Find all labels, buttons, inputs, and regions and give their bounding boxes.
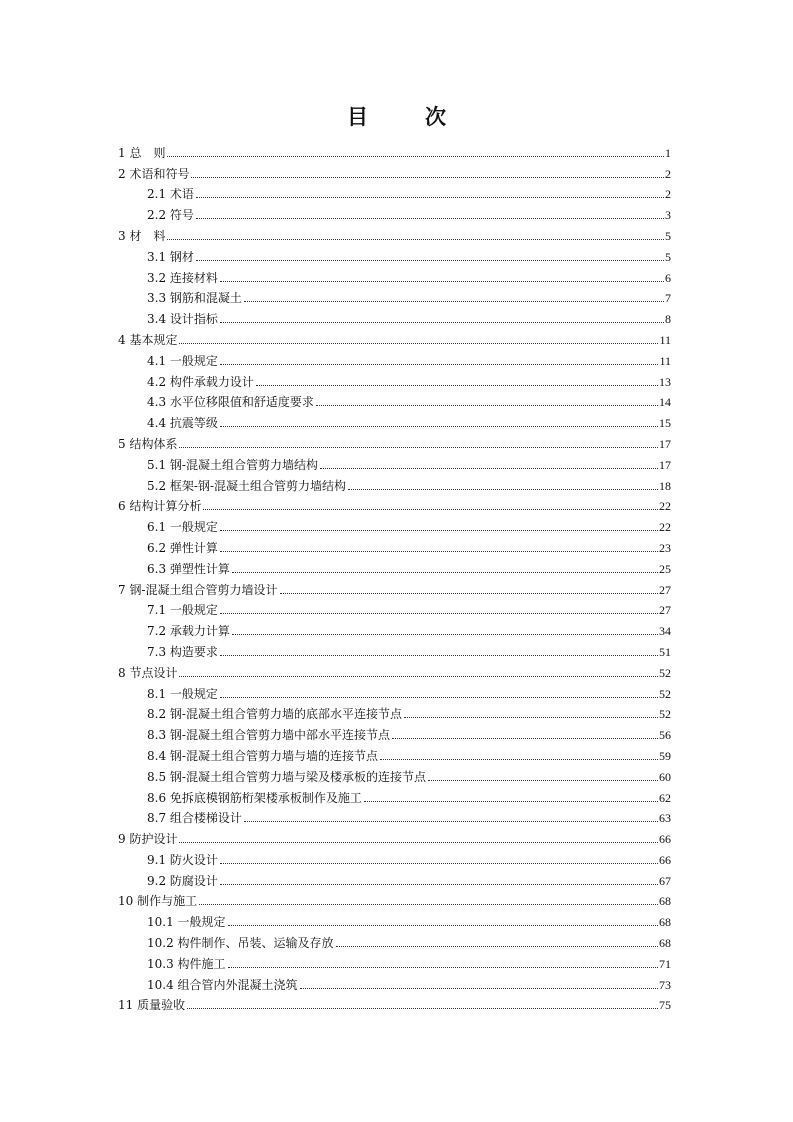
toc-entry-label: 2 术语和符号	[118, 166, 190, 181]
toc-section-entry	[118, 347, 671, 368]
toc-entry-label: 4.3 水平位移限值和舒适度要求	[147, 395, 314, 410]
toc-section-entry	[118, 305, 671, 326]
toc-entry-label: 9.1 防火设计	[147, 852, 218, 867]
toc-dot-leader	[167, 239, 664, 240]
toc-dot-leader	[191, 177, 664, 178]
toc-section-entry	[118, 472, 671, 493]
toc-page-number: 5	[665, 249, 671, 264]
toc-entry-label: 7 钢-混凝土组合管剪力墙设计	[118, 582, 278, 597]
toc-section-entry	[118, 784, 671, 805]
toc-page-number: 63	[659, 811, 671, 826]
toc-entry-label: 10.4 组合管内外混凝土浇筑	[147, 977, 298, 992]
toc-page-number: 27	[659, 603, 671, 618]
toc-dot-leader	[336, 946, 658, 947]
toc-chapter-entry	[118, 326, 671, 347]
toc-dot-leader	[220, 426, 658, 427]
toc-entry-label: 10 制作与施工	[118, 894, 198, 909]
toc-page-number: 2	[665, 166, 671, 181]
toc-page-number: 75	[659, 998, 671, 1013]
toc-dot-leader	[220, 884, 658, 885]
toc-page-number: 62	[659, 790, 671, 805]
toc-entry-label: 7.2 承载力计算	[147, 624, 230, 639]
toc-entry-label: 4.1 一般规定	[147, 353, 218, 368]
toc-page-number: 66	[659, 832, 671, 847]
toc-entry-label: 8.7 组合楼梯设计	[147, 811, 242, 826]
toc-section-entry	[118, 264, 671, 285]
toc-section-entry	[118, 181, 671, 202]
toc-entry-label: 5.2 框架-钢-混凝土组合管剪力墙结构	[147, 478, 347, 493]
toc-section-entry	[118, 846, 671, 867]
toc-entry-label: 2.2 符号	[147, 208, 194, 223]
toc-entry-label: 1 总 则	[118, 145, 166, 160]
toc-entry-label: 3.1 钢材	[147, 249, 194, 264]
toc-dot-leader	[220, 613, 658, 614]
toc-dot-leader	[316, 405, 658, 406]
toc-page-number: 60	[659, 769, 671, 784]
toc-dot-leader	[300, 988, 658, 989]
toc-section-entry	[118, 534, 671, 555]
toc-chapter-entry	[118, 576, 671, 597]
toc-dot-leader	[244, 301, 664, 302]
toc-page-number: 5	[665, 228, 671, 243]
toc-entry-label: 8.3 钢-混凝土组合管剪力墙中部水平连接节点	[147, 728, 390, 743]
toc-entry-label: 9 防护设计	[118, 832, 178, 847]
toc-dot-leader	[220, 281, 664, 282]
toc-page-number: 66	[659, 852, 671, 867]
toc-page-number: 11	[659, 353, 671, 368]
toc-section-entry	[118, 805, 671, 826]
toc-page-number: 1	[665, 145, 671, 160]
toc-dot-leader	[244, 821, 658, 822]
toc-section-entry	[118, 597, 671, 618]
toc-entry-label: 6.1 一般规定	[147, 520, 218, 535]
toc-dot-leader	[232, 572, 658, 573]
toc-section-entry	[118, 638, 671, 659]
toc-entry-label: 8.4 钢-混凝土组合管剪力墙与墙的连接节点	[147, 748, 378, 763]
toc-dot-leader	[320, 468, 658, 469]
toc-dot-leader	[167, 156, 664, 157]
toc-entry-label: 5.1 钢-混凝土组合管剪力墙结构	[147, 457, 318, 472]
toc-dot-leader	[179, 447, 658, 448]
toc-page-number: 14	[659, 395, 671, 410]
toc-page-number: 23	[659, 540, 671, 555]
toc-entry-label: 6.3 弹塑性计算	[147, 561, 230, 576]
toc-entry-label: 6 结构计算分析	[118, 499, 202, 514]
toc-entry-label: 10.2 构件制作、吊装、运输及存放	[147, 936, 334, 951]
toc-section-entry	[118, 908, 671, 929]
toc-page-number: 56	[659, 728, 671, 743]
toc-entry-label: 10.1 一般规定	[147, 915, 226, 930]
toc-dot-leader	[380, 759, 658, 760]
toc-dot-leader	[199, 904, 658, 905]
toc-page-number: 22	[659, 520, 671, 535]
toc-chapter-entry	[118, 493, 671, 514]
toc-page-number: 25	[659, 561, 671, 576]
toc-page-number: 68	[659, 894, 671, 909]
toc-dot-leader	[220, 655, 658, 656]
toc-dot-leader	[392, 738, 658, 739]
toc-page-number: 52	[659, 686, 671, 701]
toc-entry-label: 3.2 连接材料	[147, 270, 218, 285]
toc-section-entry	[118, 368, 671, 389]
toc-chapter-entry	[118, 160, 671, 181]
toc-page-number: 59	[659, 748, 671, 763]
toc-entry-label: 6.2 弹性计算	[147, 540, 218, 555]
toc-page-number: 34	[659, 624, 671, 639]
toc-page-number: 8	[665, 312, 671, 327]
toc-section-entry	[118, 721, 671, 742]
toc-dot-leader	[203, 509, 658, 510]
toc-dot-leader	[179, 343, 658, 344]
toc-section-entry	[118, 555, 671, 576]
toc-page-number: 68	[659, 915, 671, 930]
toc-section-entry	[118, 701, 671, 722]
page-title: 目 次	[347, 105, 464, 129]
toc-dot-leader	[404, 717, 658, 718]
toc-dot-leader	[228, 967, 658, 968]
toc-section-entry	[118, 285, 671, 306]
toc-entry-label: 7.3 构造要求	[147, 644, 218, 659]
toc-page-number: 2	[665, 187, 671, 202]
toc-page-number: 22	[659, 499, 671, 514]
toc-dot-leader	[256, 385, 658, 386]
toc-chapter-entry	[118, 430, 671, 451]
toc-page-number: 27	[659, 582, 671, 597]
toc-dot-leader	[187, 1008, 658, 1009]
toc-section-entry	[118, 929, 671, 950]
toc-entry-label: 11 质量验收	[118, 998, 186, 1013]
toc-dot-leader	[220, 322, 664, 323]
toc-dot-leader	[220, 364, 659, 365]
toc-dot-leader	[228, 925, 658, 926]
toc-entry-label: 4.4 抗震等级	[147, 416, 218, 431]
toc-section-entry	[118, 680, 671, 701]
toc-entry-label: 3 材 料	[118, 228, 166, 243]
toc-entry-label: 3.4 设计指标	[147, 312, 218, 327]
toc-dot-leader	[232, 634, 658, 635]
toc-entry-label: 10.3 构件施工	[147, 956, 226, 971]
toc-section-entry	[118, 451, 671, 472]
toc-section-entry	[118, 409, 671, 430]
toc-entry-label: 8 节点设计	[118, 665, 178, 680]
toc-entry-label: 7.1 一般规定	[147, 603, 218, 618]
toc-page-number: 11	[659, 332, 671, 347]
toc-dot-leader	[220, 530, 658, 531]
toc-section-entry	[118, 867, 671, 888]
toc-entry-label: 8.6 免拆底模钢筋桁架楼承板制作及施工	[147, 790, 362, 805]
toc-page-number: 71	[659, 956, 671, 971]
toc-page-number: 3	[665, 208, 671, 223]
toc-page-number: 17	[659, 436, 671, 451]
toc-page-number: 73	[659, 977, 671, 992]
toc-page-number: 13	[659, 374, 671, 389]
toc-entry-label: 5 结构体系	[118, 436, 178, 451]
toc-entry-label: 8.5 钢-混凝土组合管剪力墙与梁及楼承板的连接节点	[147, 769, 426, 784]
toc-page-number: 17	[659, 457, 671, 472]
toc-dot-leader	[280, 593, 658, 594]
toc-section-entry	[118, 617, 671, 638]
toc-dot-leader	[196, 260, 664, 261]
toc-section-entry	[118, 201, 671, 222]
toc-page-number: 68	[659, 936, 671, 951]
toc-dot-leader	[220, 697, 658, 698]
toc-dot-leader	[196, 197, 664, 198]
toc-section-entry	[118, 742, 671, 763]
toc-section-entry	[118, 950, 671, 971]
toc-page-number: 67	[659, 873, 671, 888]
toc-chapter-entry	[118, 139, 671, 160]
toc-dot-leader	[364, 801, 658, 802]
toc-page-number: 7	[665, 291, 671, 306]
toc-entry-label: 8.1 一般规定	[147, 686, 218, 701]
toc-dot-leader	[220, 863, 658, 864]
toc-entry-label: 8.2 钢-混凝土组合管剪力墙的底部水平连接节点	[147, 707, 402, 722]
toc-page-number: 6	[665, 270, 671, 285]
toc-entry-label: 4 基本规定	[118, 332, 178, 347]
toc-page-number: 52	[659, 665, 671, 680]
toc-dot-leader	[220, 551, 658, 552]
toc-page-number: 15	[659, 416, 671, 431]
toc-page-number: 18	[659, 478, 671, 493]
toc-section-entry	[118, 513, 671, 534]
toc-section-entry	[118, 971, 671, 992]
toc-entry-label: 2.1 术语	[147, 187, 194, 202]
toc-section-entry	[118, 763, 671, 784]
toc-chapter-entry	[118, 992, 671, 1013]
toc-page-number: 51	[659, 644, 671, 659]
toc-section-entry	[118, 243, 671, 264]
toc-dot-leader	[196, 218, 664, 219]
toc-page-number: 52	[659, 707, 671, 722]
toc-dot-leader	[348, 489, 658, 490]
toc-entry-label: 9.2 防腐设计	[147, 873, 218, 888]
toc-entry-label: 4.2 构件承载力设计	[147, 374, 254, 389]
toc-dot-leader	[179, 842, 658, 843]
toc-dot-leader	[428, 780, 658, 781]
toc-section-entry	[118, 389, 671, 410]
toc-chapter-entry	[118, 888, 671, 909]
toc-chapter-entry	[118, 825, 671, 846]
toc-dot-leader	[179, 676, 658, 677]
table-of-contents	[118, 139, 671, 1012]
toc-chapter-entry	[118, 659, 671, 680]
toc-chapter-entry	[118, 222, 671, 243]
toc-entry-label: 3.3 钢筋和混凝土	[147, 291, 242, 306]
